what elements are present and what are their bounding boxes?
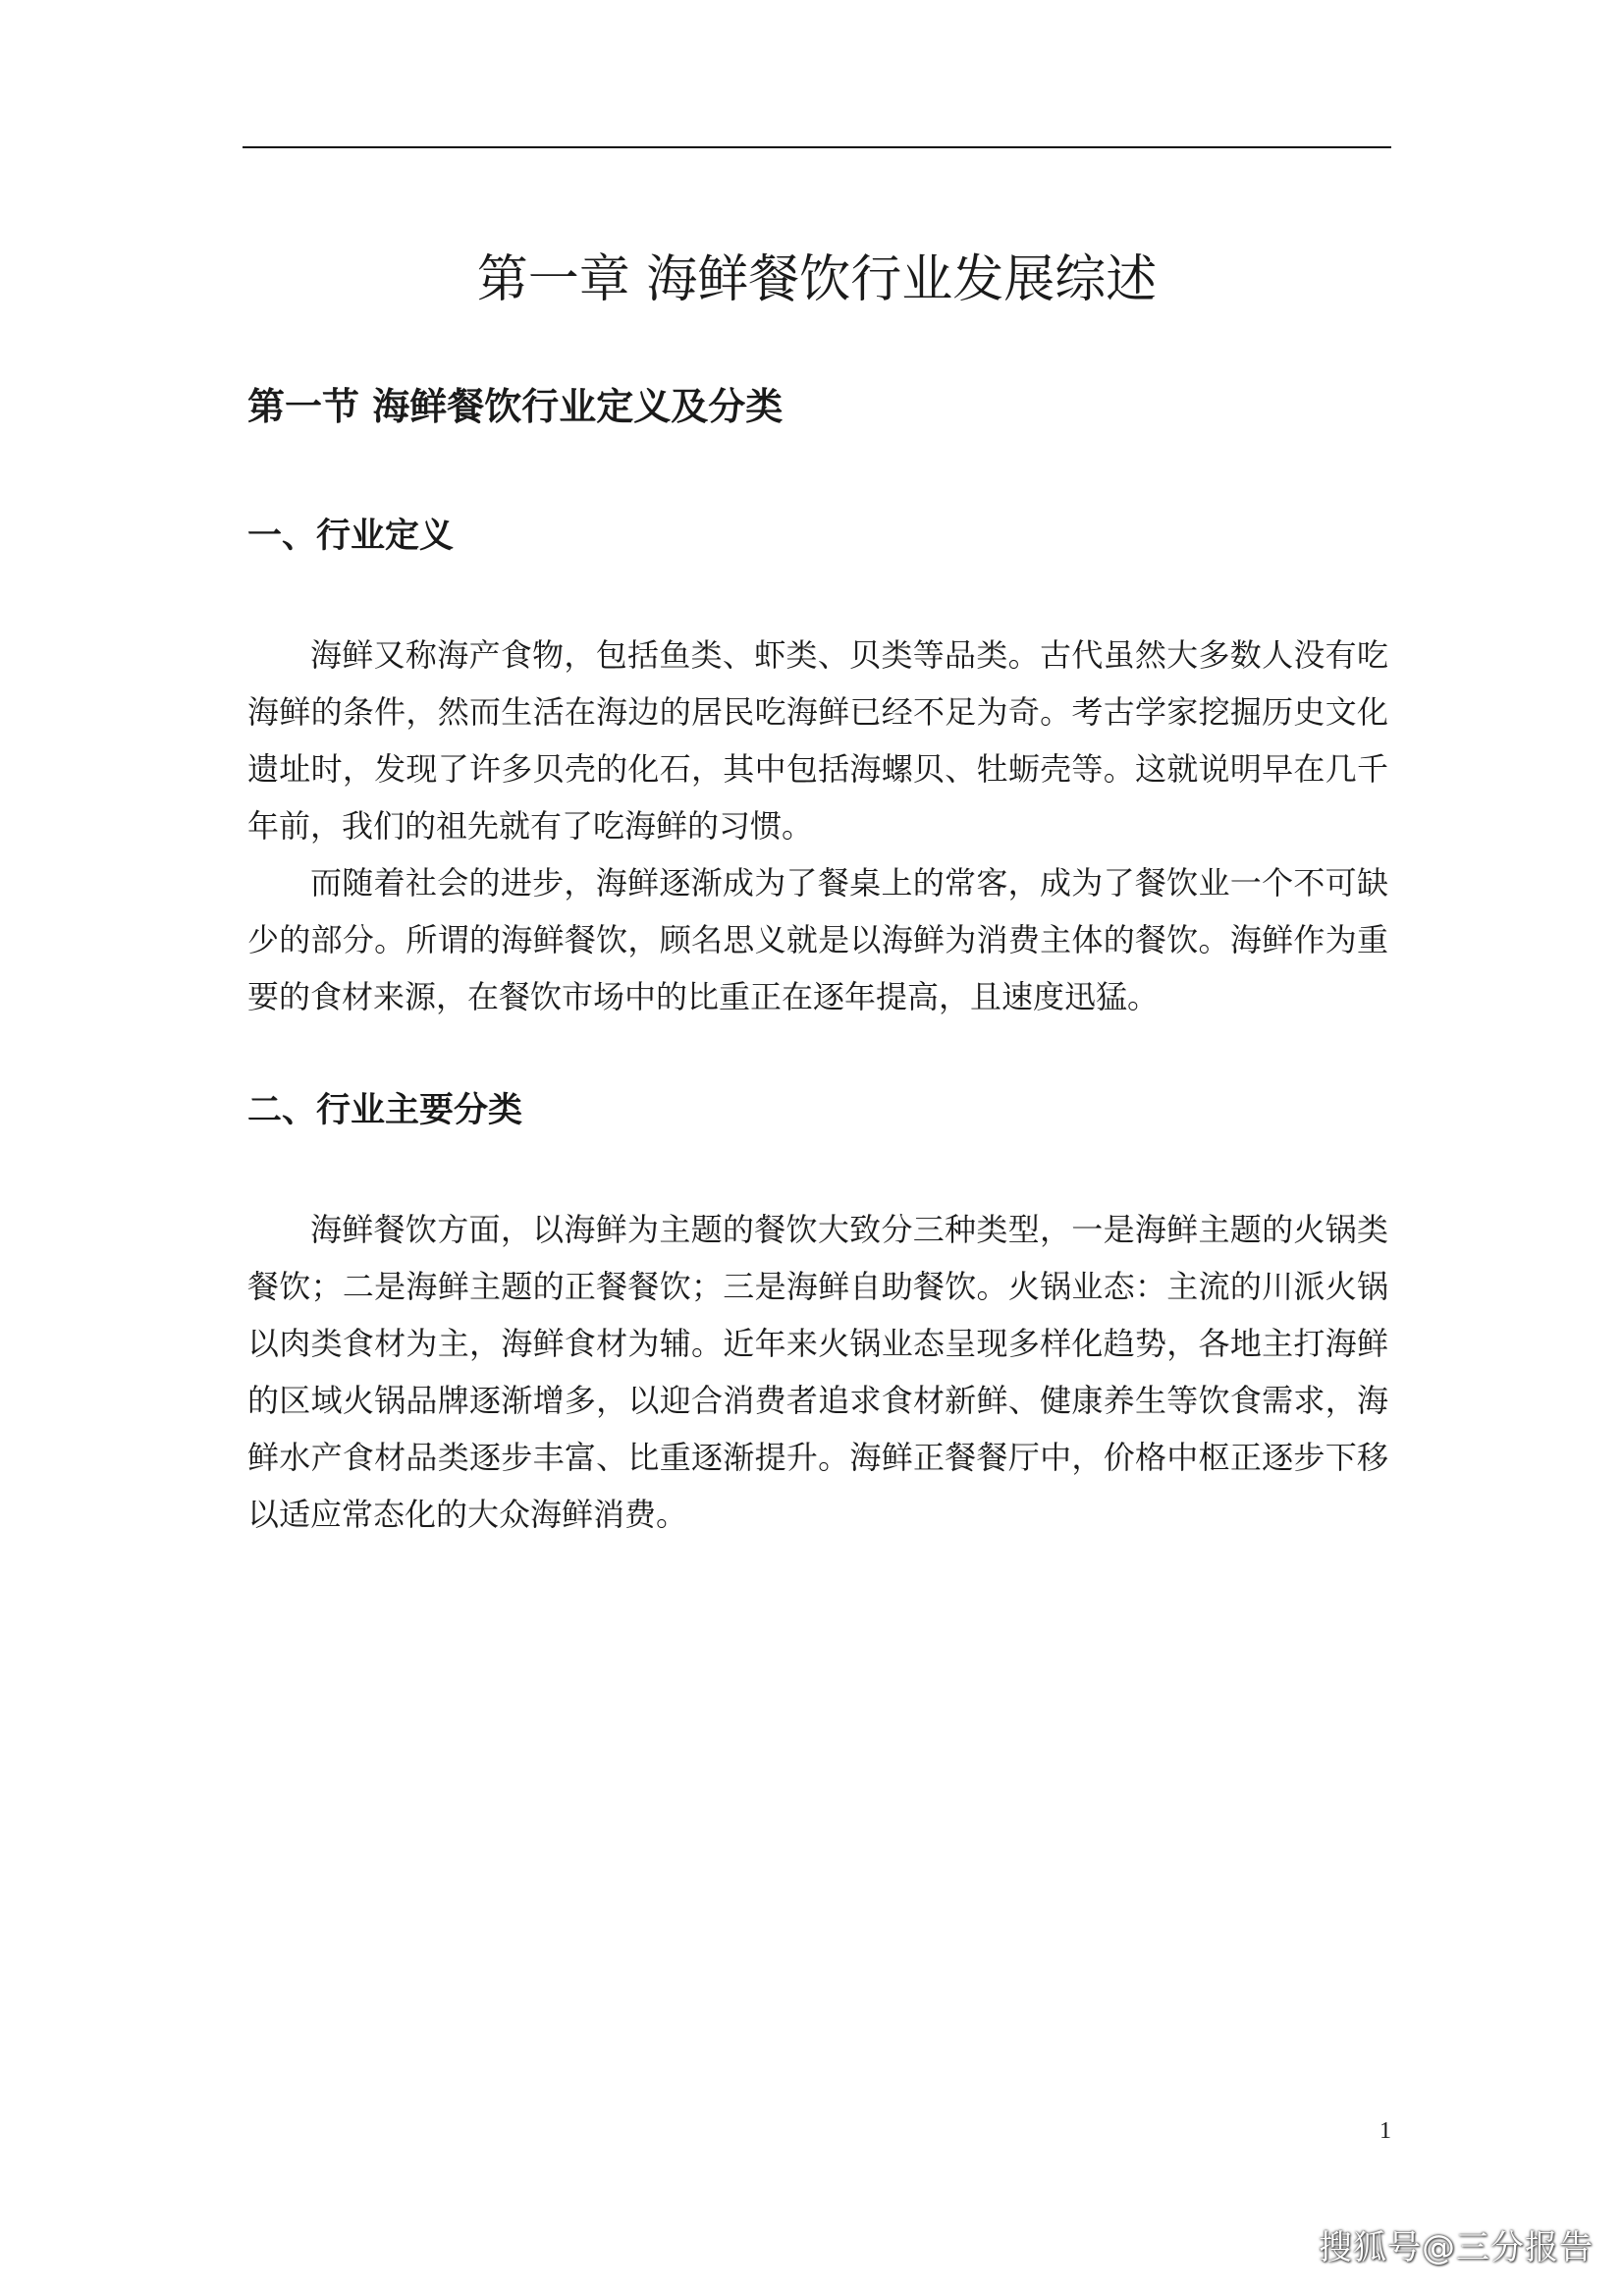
section-title: 第一节 海鲜餐饮行业定义及分类: [247, 385, 784, 428]
subsection-heading-classification: 二、行业主要分类: [247, 1091, 523, 1130]
paragraph: 海鲜餐饮方面，以海鲜为主题的餐饮大致分三种类型，一是海鲜主题的火锅类餐饮；二是海鲜主题的正餐餐饮；三是海鲜自助餐饮。火锅业态：主流的川派火锅以肉类食材为主，海鲜食材为辅。近年来火锅业态呈现多样化趋势，各地主打海鲜的区域火锅品牌逐渐增多，以迎合消费者追求食材新鲜、健康养生等饮食需求，海鲜水产食材品类逐步丰富、比重逐渐提升。海鲜正餐餐厅中，价格中枢正逐步下移以适应常态化的大众海鲜消费。: [247, 1211, 1388, 1533]
chapter-title: 第一章 海鲜餐饮行业发展综述: [476, 250, 1158, 309]
paragraph: 海鲜又称海产食物，包括鱼类、虾类、贝类等品类。古代虽然大多数人没有吃海鲜的条件，然而生活在海边的居民吃海鲜已经不足为奇。考古学家挖掘历史文化遗址时，发现了许多贝壳的化石，其中包括海螺贝、牡蛎壳等。这就说明早在几千年前，我们的祖先就有了吃海鲜的习惯。: [247, 636, 1388, 845]
definition-body: [247, 627, 1388, 1025]
page-number: 1: [1380, 2118, 1391, 2144]
classification-body: [247, 1201, 1388, 1543]
subsection-heading-definition: 一、行业定义: [247, 517, 455, 556]
paragraph: 而随着社会的进步，海鲜逐渐成为了餐桌上的常客，成为了餐饮业一个不可缺少的部分。所谓的海鲜餐饮，顾名思义就是以海鲜为消费主体的餐饮。海鲜作为重要的食材来源，在餐饮市场中的比重正在逐年提高，且速度迅猛。: [247, 864, 1388, 1015]
header-rule: [243, 146, 1391, 148]
watermark: 搜狐号@三分报告: [1319, 2228, 1594, 2268]
